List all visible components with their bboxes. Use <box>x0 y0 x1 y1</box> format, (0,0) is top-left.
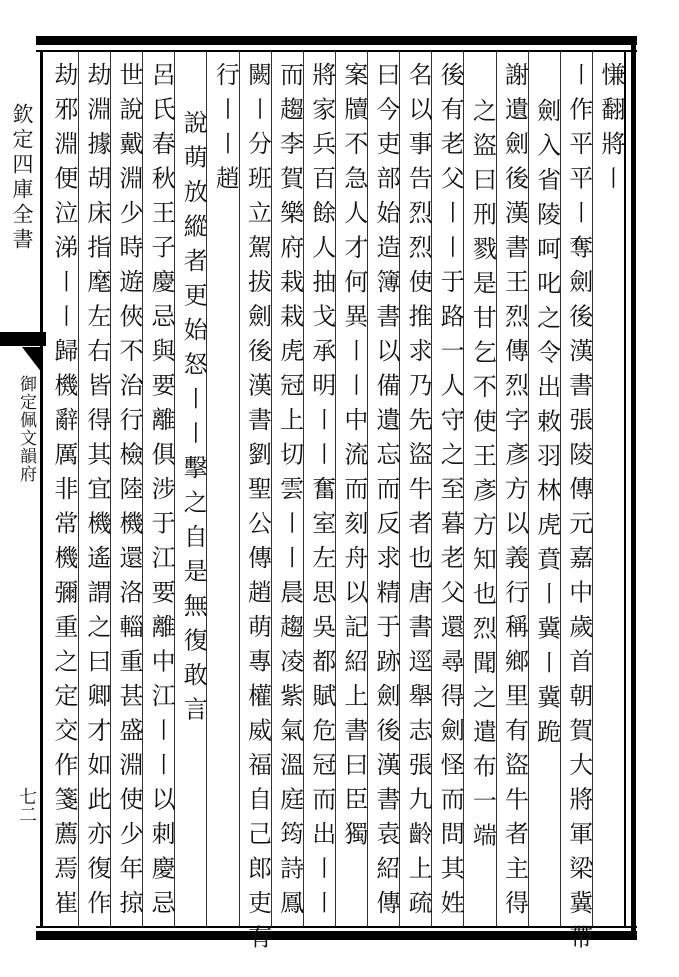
column-text: 闕〡分班立駕拔劍後漢書劉聖公傳趙萌專權威福自己郎吏有 <box>243 62 272 959</box>
book-title: 欽定四庫全書 <box>10 103 34 253</box>
column-text: 而趨李賀樂府栽栽虎冠上切雲〡〡晨趨凌紫氣溫庭筠詩鳳 <box>275 62 304 925</box>
text-block <box>46 52 625 959</box>
top-border-thick <box>36 36 637 45</box>
section-title: 御定佩文韻府 <box>16 375 36 483</box>
column-text: 案牘不急人才何異〡〡中流而刻舟以記紹上書曰臣獨 <box>339 62 368 856</box>
right-border-thick <box>631 36 636 940</box>
column-text: 劫淵據胡床指麾左右皆得其宜機遙謂之曰卿才如此亦復作 <box>82 62 111 925</box>
text-column <box>78 52 110 926</box>
column-text: 名以事告烈烈使推求乃先盜牛者也唐書逕舉志張九齡上疏 <box>404 62 433 925</box>
margin-divider <box>40 52 43 926</box>
column-text: 慊翻將〡 <box>596 62 625 200</box>
column-text: 說萌放縱者更始怒〡〡擊之自是無復敢言 <box>179 110 208 731</box>
fish-tail-wedge <box>22 347 42 373</box>
column-text: 將家兵百餘人抽戈承明〡〡奮室左思吳都賦危冠而出〡〡 <box>307 62 336 925</box>
column-text: 謝遺劍後漢書王烈傳烈字彥方以義行稱鄉里有盜牛者主得 <box>500 62 529 925</box>
bottom-border-thin <box>36 926 637 928</box>
column-text: 行〡〡趙 <box>211 62 240 200</box>
column-text: 世說戴淵少時遊俠不治行檢陸機還洛輜重甚盛淵使少年掠 <box>115 62 143 925</box>
column-text: 呂氏春秋王子慶忌與要離俱涉于江要離中江〡〡以刺慶忌 <box>147 62 176 925</box>
column-text: 〡作平平〡奪劍後漢書張陵傳元嘉中歲首朝賀大將軍梁冀帶 <box>564 62 593 959</box>
column-text: 曰今吏部始造簿書以備遺忘而反求精于跡劍後漢書袁紹傳 <box>372 62 400 925</box>
page-number: 七二 <box>16 787 37 823</box>
column-text: 之盜曰刑戮是甘乞不使王彥方知也烈聞之遣布一端 <box>468 98 497 857</box>
bottom-border-thick <box>36 931 637 940</box>
column-text: 劍入省陵呵叱之令出敕羽林虎賁〡冀〡冀跪 <box>532 98 561 754</box>
text-column <box>46 52 78 926</box>
column-text: 後有老父〡〡于路一人守之至暮老父還尋得劍怪而問其姓 <box>436 62 465 925</box>
column-text: 劫邪淵便泣涕〡〡歸機辭厲非常機彌重之定交作箋薦焉崔 <box>49 62 78 925</box>
